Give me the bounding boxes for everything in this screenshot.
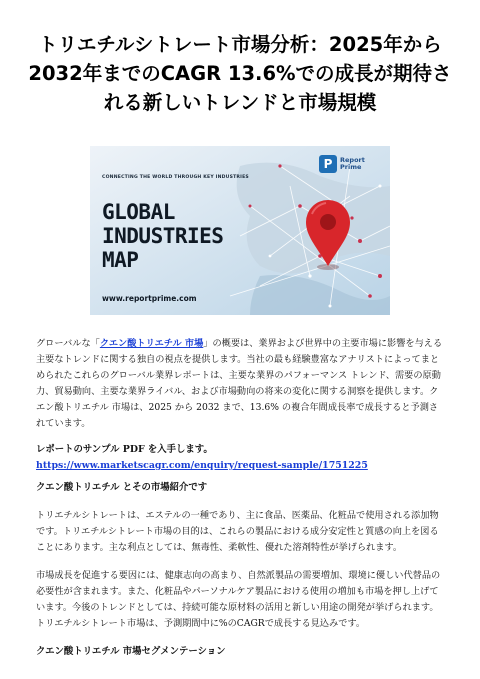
sample-label: レポートのサンプル PDF を入手します。 bbox=[36, 444, 213, 455]
hero-tagline: CONNECTING THE WORLD THROUGH KEY INDUSTRIES bbox=[102, 175, 249, 180]
hero-headline-line: INDUSTRIES bbox=[102, 224, 224, 248]
intro-text-rest: 」の概要は、業界および世界中の主要市場に影響を与える主要なトレンドに関する独自の視点を提供します。当社の最も経験豊富なアナリストによってまとめられたこれらのグローバル業界レポートは、主要な業界のパフォーマンス トレンド、需要の原動力、貿易動向、主要な業界ライバル、および市場動向の将来の変化に関する洞察を提供します。クエン酸トリエチル 市場は、2025 から 2032 まで、13.6% の複合年間成長率で成長すると予測されています。 bbox=[36, 338, 443, 429]
hero-headline bbox=[102, 200, 272, 272]
report-prime-logo bbox=[319, 152, 381, 176]
section-heading-segmentation: クエン酸トリエチル 市場セグメンテーション bbox=[36, 646, 226, 657]
brand-mark-icon: P bbox=[319, 155, 337, 173]
sample-request-link[interactable]: https://www.marketscagr.com/enquiry/request-sample/1751225 bbox=[36, 460, 368, 471]
section-paragraph: トリエチルシトレートは、エステルの一種であり、主に食品、医薬品、化粧品で使用される添加物です。トリエチルシトレート市場の目的は、これらの製品における成分安定性と質感の向上を図ることにあります。主な利点としては、無毒性、柔軟性、優れた溶剤特性が挙げられます。 bbox=[36, 510, 439, 553]
article-title: トリエチルシトレート市場分析：2025年から2032年までのCAGR 13.6%での成長が期待される新しいトレンドと市場規模 bbox=[28, 33, 452, 114]
section-paragraph: 市場成長を促進する要因には、健康志向の高まり、自然派製品の需要増加、環境に優しい代替品の必要性が含まれます。また、化粧品やパーソナルケア製品における使用の増加も市場を押し上げています。今後のトレンドとしては、持続可能な原材料の活用と新しい用途の開発が挙げられます。トリエチルシトレート市場は、予測期間中に%のCAGRで成長する見込みです。 bbox=[36, 570, 441, 629]
intro-paragraph bbox=[36, 336, 446, 432]
sample-request bbox=[36, 442, 446, 474]
hero-headline-line: MAP bbox=[102, 248, 139, 272]
brand-name: Report Prime bbox=[340, 155, 365, 171]
intro-text-start: グローバルな「 bbox=[36, 338, 100, 349]
hero-banner-image bbox=[90, 146, 390, 315]
article-body bbox=[36, 336, 446, 672]
hero-url: www.reportprime.com bbox=[102, 294, 197, 303]
market-report-link[interactable]: クエン酸トリエチル 市場 bbox=[99, 338, 204, 349]
section-heading-intro: クエン酸トリエチル とその市場紹介です bbox=[36, 482, 208, 493]
hero-headline-line: GLOBAL bbox=[102, 200, 175, 224]
